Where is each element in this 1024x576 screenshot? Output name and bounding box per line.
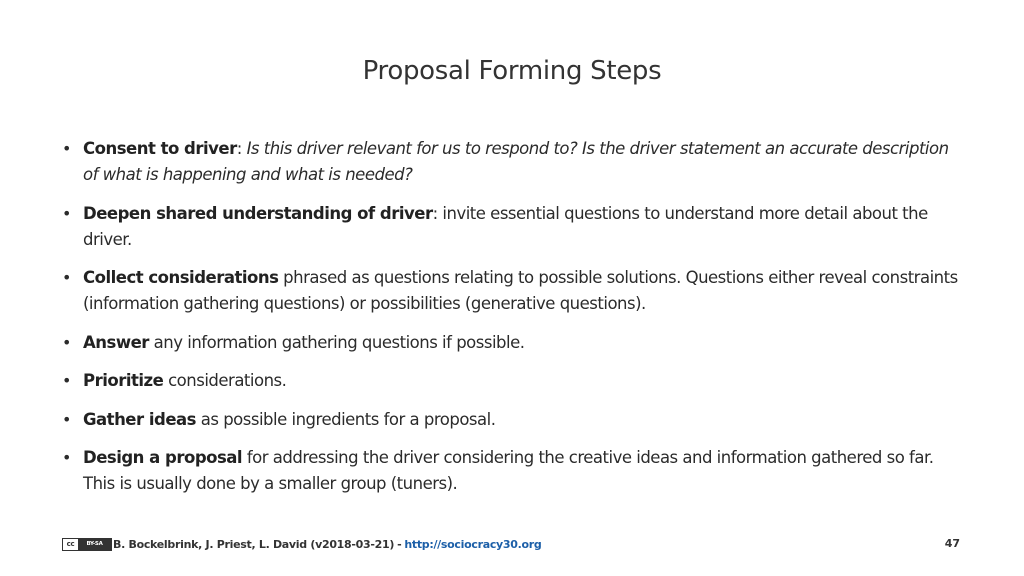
bullet-list [62, 136, 962, 510]
bullet-term: Consent to driver [83, 139, 237, 158]
footer-link[interactable]: http://sociocracy30.org [404, 537, 542, 551]
bullet-description: any information gathering questions if possible. [153, 332, 525, 352]
bullet-term: Design a proposal [83, 448, 243, 467]
bullet-description: invite essential questions to understand more detail about the driver. [83, 203, 928, 249]
bullet-item-gather-ideas [62, 407, 962, 433]
slide-title: Proposal Forming Steps [362, 56, 662, 86]
bullet-term: Deepen shared understanding of driver [83, 203, 433, 223]
cc-badge-right: BY-SA [86, 541, 103, 547]
footer [62, 536, 962, 552]
bullet-term: Answer [83, 332, 149, 352]
bullet-item-answer [62, 330, 962, 356]
bullet-term: Collect considerations [83, 268, 279, 287]
bullet-description: as possible ingredients for a proposal. [200, 409, 496, 429]
footer-credits: B. Bockelbrink, J. Priest, L. David (v2018-03-21) [113, 537, 395, 551]
cc-badge-left: cc [63, 539, 78, 550]
bullet-separator: : [432, 203, 443, 223]
bullet-term: Gather ideas [83, 409, 196, 429]
footer-separator: - [397, 537, 402, 551]
bullet-item-prioritize [62, 368, 962, 394]
bullet-description: considerations. [168, 371, 287, 390]
bullet-item-deepen-understanding [62, 201, 962, 253]
bullet-item-consent-to-driver [62, 136, 962, 188]
page-number: 47 [944, 537, 960, 550]
bullet-term: Prioritize [83, 371, 164, 390]
bullet-description: Is this driver relevant for us to respond to? Is the driver statement an accurate description of what is happening and what is needed? [83, 139, 949, 184]
bullet-description: for addressing the driver considering the creative ideas and information gathered so far. This is usually done by a smaller group (tuners). [83, 448, 934, 493]
bullet-item-design-proposal [62, 445, 962, 497]
cc-license-icon[interactable] [62, 538, 112, 551]
bullet-description: phrased as questions relating to possible solutions. Questions either reveal constraints (information gathering questions) or possibilities (generative questions). [83, 268, 958, 313]
bullet-separator: : [236, 139, 247, 158]
bullet-item-collect-considerations [62, 265, 962, 317]
